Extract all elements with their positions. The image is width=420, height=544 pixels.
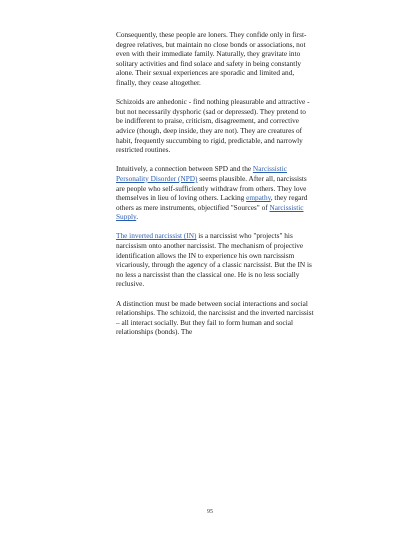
paragraph-text: . xyxy=(136,212,139,222)
hyperlink[interactable]: empathy xyxy=(246,193,271,203)
hyperlink[interactable]: Narcissistic Supply xyxy=(116,202,304,222)
paragraph xyxy=(116,97,314,155)
paragraph-text: is a narcissist who "projects" his narcissism onto another narcissist. The mechanism of projective identification allows the IN to experience his own narcissism vicariously, through the agency of a classic narcissist. But the IN is no less a narcissist than the classical one. He is no less socially reclusive. xyxy=(116,231,312,289)
paragraph-text: A distinction must be made between social interactions and social relationships. The schizoid, the narcissist and the inverted narcissist – all interact socially. But they fail to form human and social relationships (bonds). The xyxy=(116,298,314,337)
paragraph xyxy=(116,299,314,337)
body-text xyxy=(116,30,314,347)
paragraph xyxy=(116,164,314,222)
paragraph-text: seems plausible. After all, narcissists are people who self-sufficiently withdraw from others. They love themselves in lieu of loving others. Lacking xyxy=(116,173,307,203)
paragraph-text: Schizoids are anhedonic - find nothing pleasurable and attractive - but not necessarily dysphoric (sad or depressed). They pretend to be indifferent to praise, criticism, disagreement, and corrective advice (though, deep inside, they are not). They are creatures of habit, frequently succumbing to rigid, predictable, and narrowly restricted routines. xyxy=(116,97,310,155)
hyperlink[interactable]: The inverted narcissist (IN) xyxy=(116,231,197,241)
paragraph xyxy=(116,231,314,289)
paragraph xyxy=(116,30,314,88)
paragraph-text: Intuitively, a connection between SPD and the xyxy=(116,164,253,174)
paragraph-text: Consequently, these people are loners. They confide only in first-degree relatives, but maintain no close bonds or associations, not even with their immediate family. Naturally, they gravitate into solitary activities and find solace and safety in being constantly alone. Their sexual experiences are sporadic and limited and, finally, they cease altogether. xyxy=(116,30,307,87)
hyperlink[interactable]: Narcissistic Personality Disorder (NPD) xyxy=(116,164,287,183)
paragraph-text: , they regard others as mere instruments, objectified "Sources" of xyxy=(116,193,308,212)
page-number: 95 xyxy=(207,509,213,515)
